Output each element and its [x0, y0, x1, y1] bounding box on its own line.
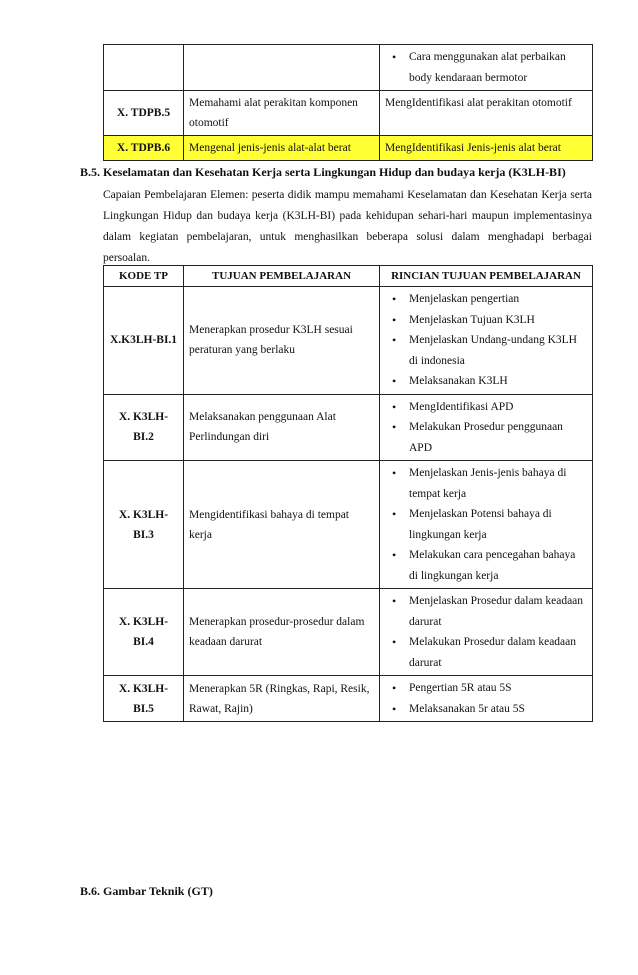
- table-row: [104, 461, 593, 589]
- goal-cell: Menerapkan prosedur-prosedur dalam keadaan darurat: [184, 589, 380, 676]
- list-item: • Cara menggunakan alat perbaikan body kendaraan bermotor: [385, 47, 587, 88]
- list-item: • Menjelaskan Prosedur dalam keadaan darurat: [385, 591, 587, 632]
- code-cell: X. K3LH-BI.3: [104, 461, 184, 589]
- top-table: [103, 44, 593, 161]
- table-row-highlighted: [104, 136, 593, 161]
- list-item: • Menjelaskan Tujuan K3LH: [385, 310, 587, 331]
- goal-cell: Menerapkan 5R (Ringkas, Rapi, Resik, Rawat, Rajin): [184, 676, 380, 722]
- code-cell: X. K3LH-BI.5: [104, 676, 184, 722]
- table-row: [104, 45, 593, 91]
- code-cell: X. TDPB.6: [104, 136, 184, 161]
- code-cell: X.K3LH-BI.1: [104, 287, 184, 395]
- learning-objectives-table: [103, 265, 593, 722]
- details-list: [385, 47, 587, 88]
- goal-cell: [184, 45, 380, 91]
- code-cell: X. TDPB.5: [104, 91, 184, 136]
- table-row: [104, 589, 593, 676]
- details-list: [385, 678, 587, 719]
- section-description: Capaian Pembelajaran Elemen: peserta didik mampu memahami Keselamatan dan Kesehatan Kerja serta Lingkungan Hidup dan budaya kerja (K3LH-BI) pada kehidupan sehari-hari maupun implementasinya dalam kegiatan pembelajaran, untuk menghasilkan beberapa solusi dalam menghadapi berbagai persoalan.: [103, 189, 592, 264]
- details-cell: MengIdentifikasi Jenis-jenis alat berat: [380, 136, 593, 161]
- list-item: • Melakukan cara pencegahan bahaya di lingkungan kerja: [385, 545, 587, 586]
- table-row: [104, 91, 593, 136]
- list-item: • Menjelaskan pengertian: [385, 289, 587, 310]
- list-item: • Pengertian 5R atau 5S: [385, 678, 587, 699]
- list-item: • Melaksanakan 5r atau 5S: [385, 699, 587, 720]
- column-header: RINCIAN TUJUAN PEMBELAJARAN: [380, 266, 593, 287]
- details-cell: [380, 461, 593, 589]
- goal-cell: Melaksanakan penggunaan Alat Perlindungan diri: [184, 394, 380, 461]
- goal-cell: Menerapkan prosedur K3LH sesuai peraturan yang berlaku: [184, 287, 380, 395]
- table-row: [104, 676, 593, 722]
- goal-cell: Mengidentifikasi bahaya di tempat kerja: [184, 461, 380, 589]
- list-item: • Menjelaskan Jenis-jenis bahaya di tempat kerja: [385, 463, 587, 504]
- table-row: [104, 394, 593, 461]
- column-header: KODE TP: [104, 266, 184, 287]
- details-cell: [380, 676, 593, 722]
- column-header: TUJUAN PEMBELAJARAN: [184, 266, 380, 287]
- details-list: [385, 591, 587, 673]
- details-list: [385, 397, 587, 459]
- code-cell: X. K3LH-BI.2: [104, 394, 184, 461]
- table-header-row: [104, 266, 593, 287]
- goal-cell: Mengenal jenis-jenis alat-alat berat: [184, 136, 380, 161]
- list-item: • Menjelaskan Undang-undang K3LH di indonesia: [385, 330, 587, 371]
- list-item: • Melakukan Prosedur penggunaan APD: [385, 417, 587, 458]
- details-cell: [380, 45, 593, 91]
- goal-cell: Memahami alat perakitan komponen otomotif: [184, 91, 380, 136]
- list-item: • Menjelaskan Potensi bahaya di lingkungan kerja: [385, 504, 587, 545]
- details-cell: MengIdentifikasi alat perakitan otomotif: [380, 91, 593, 136]
- code-cell: [104, 45, 184, 91]
- details-cell: [380, 287, 593, 395]
- details-list: [385, 289, 587, 392]
- details-cell: [380, 394, 593, 461]
- details-list: [385, 463, 587, 586]
- details-cell: [380, 589, 593, 676]
- list-item: • MengIdentifikasi APD: [385, 397, 587, 418]
- list-item: • Melaksanakan K3LH: [385, 371, 587, 392]
- section-heading: B.6. Gambar Teknik (GT): [80, 884, 213, 898]
- section-heading: B.5. Keselamatan dan Kesehatan Kerja serta Lingkungan Hidup dan budaya kerja (K3LH-BI): [80, 165, 566, 179]
- list-item: • Melakukan Prosedur dalam keadaan darurat: [385, 632, 587, 673]
- table-row: [104, 287, 593, 395]
- code-cell: X. K3LH-BI.4: [104, 589, 184, 676]
